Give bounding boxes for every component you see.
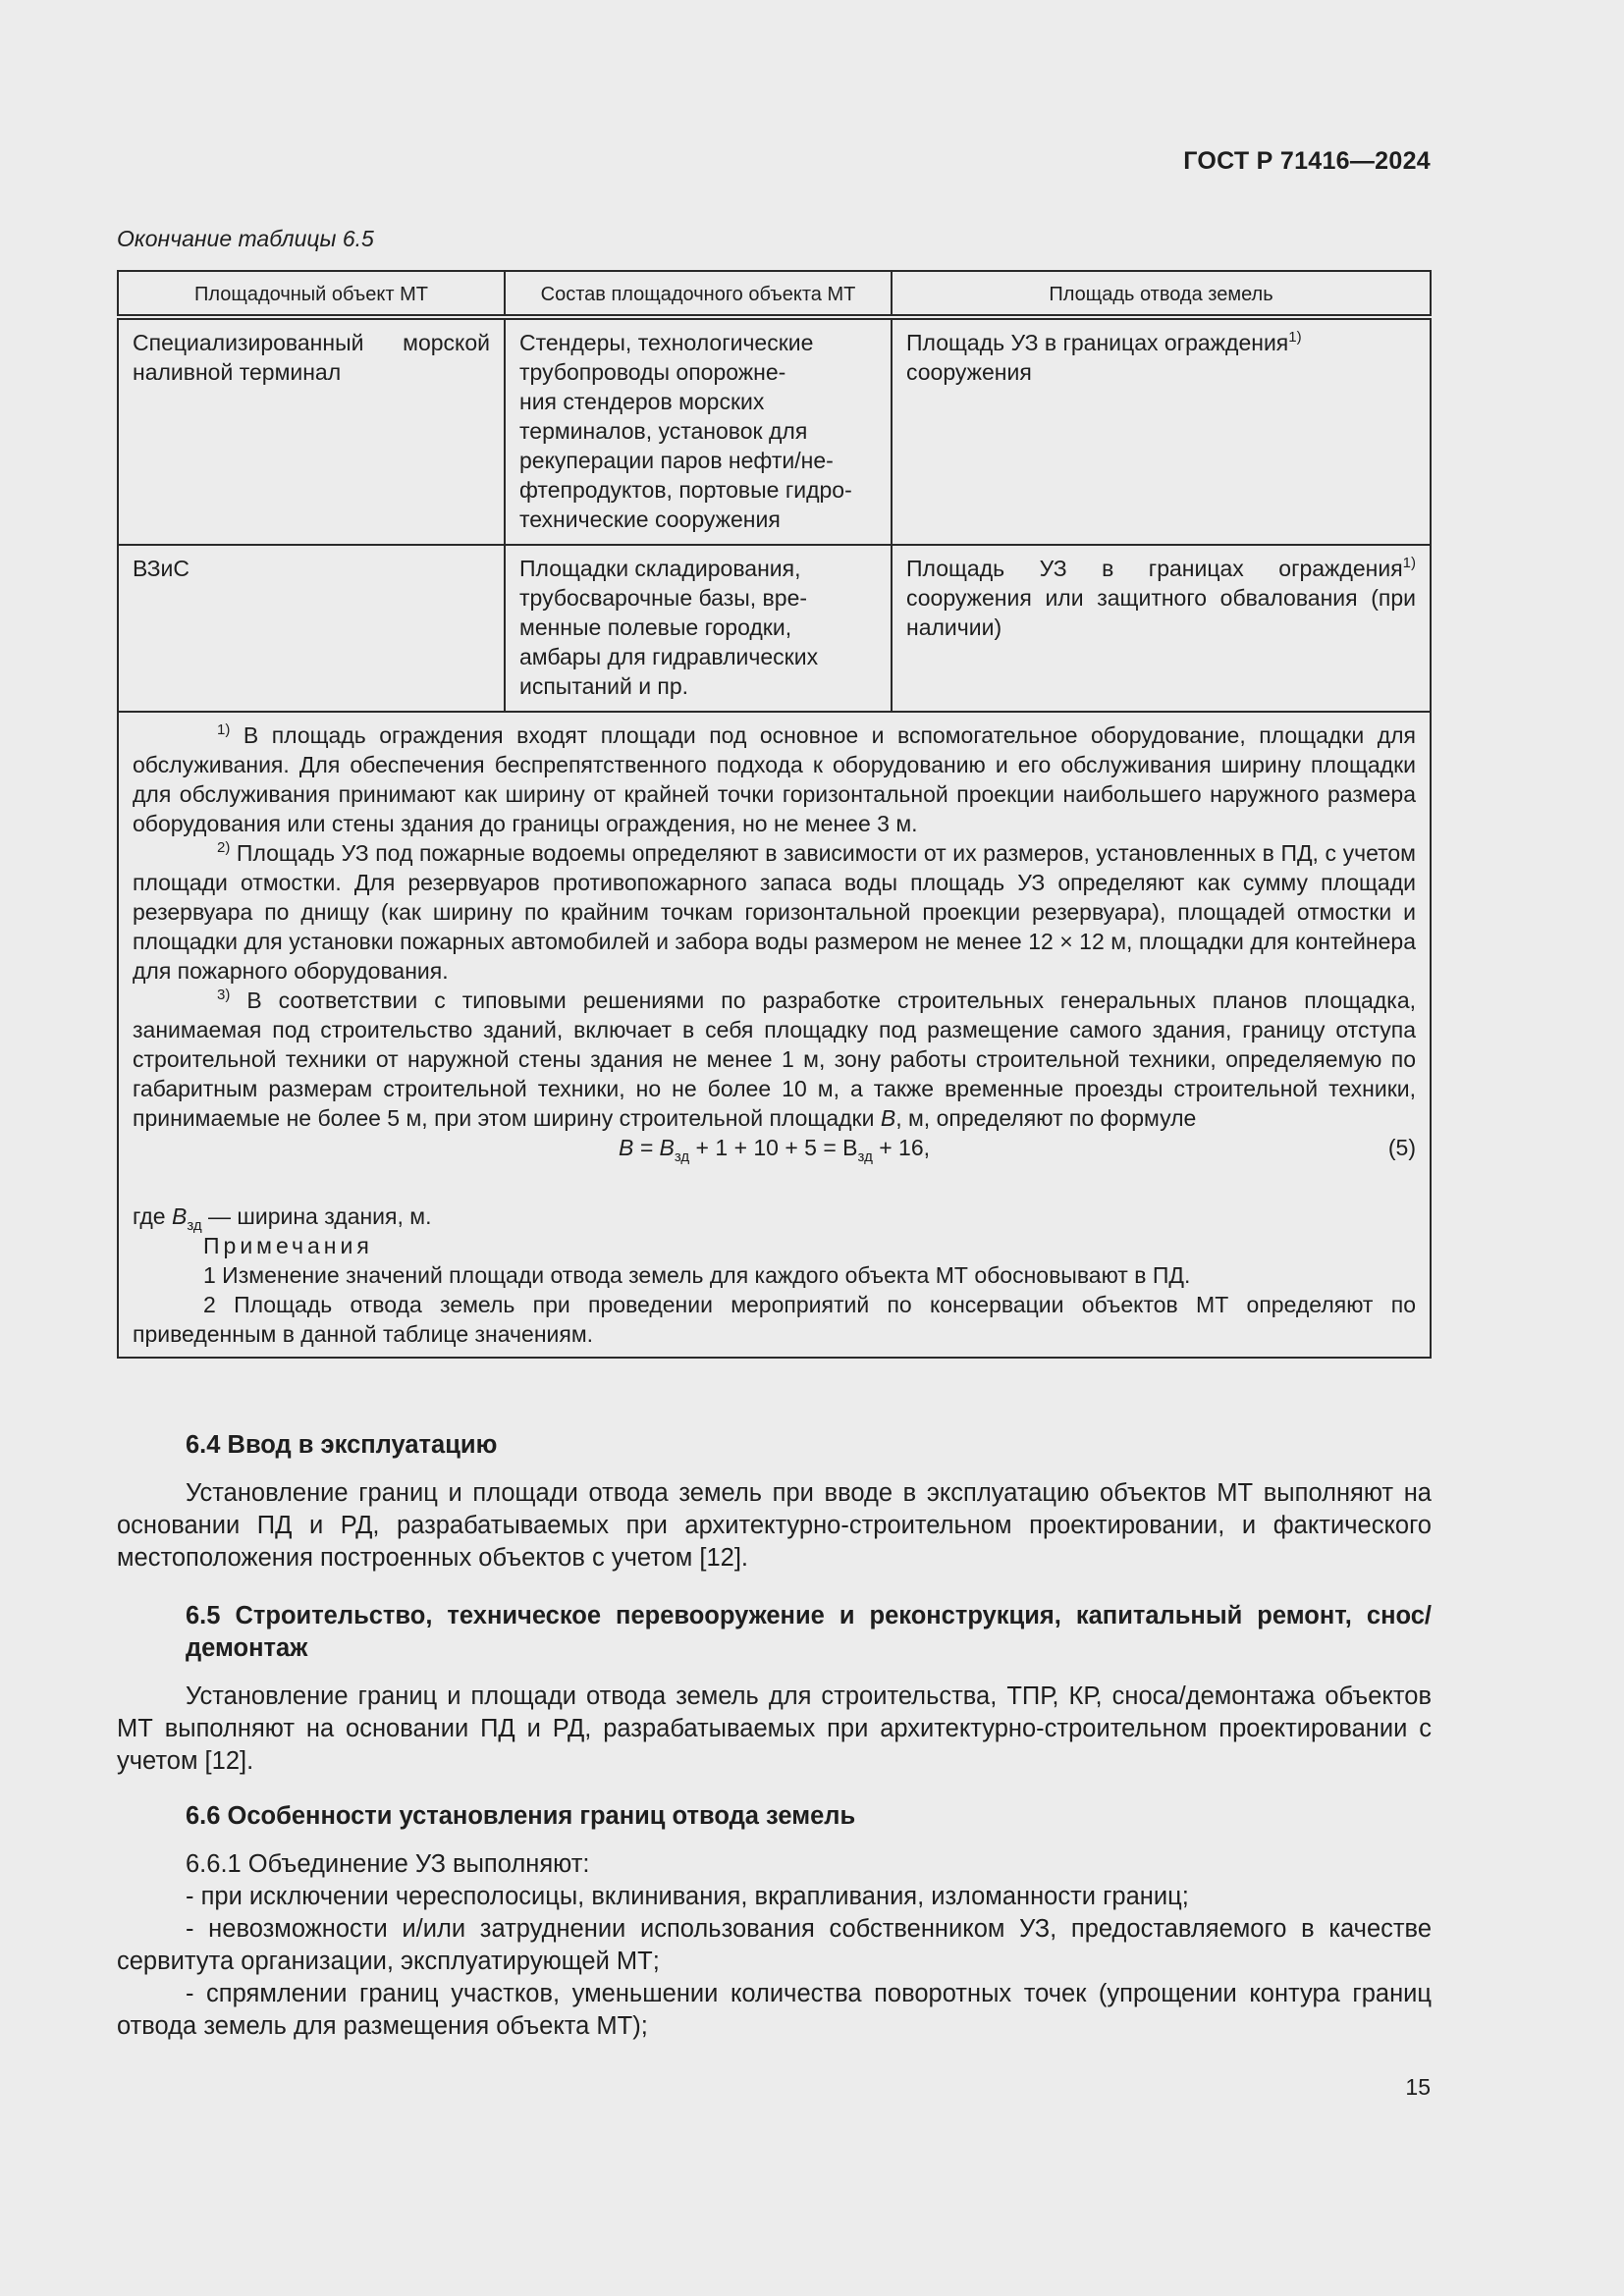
where-prefix: где xyxy=(133,1203,172,1229)
area-cell xyxy=(892,317,1431,545)
table-row xyxy=(118,317,1431,545)
footnote xyxy=(133,838,1416,986)
composition-line: Площадки складирования, xyxy=(519,556,801,581)
formula-variable: В xyxy=(171,1203,188,1229)
table-caption: Окончание таблицы 6.5 xyxy=(117,226,374,251)
area-text: Площадь УЗ в границах ограждения xyxy=(906,556,1403,581)
table-notes-cell xyxy=(118,712,1431,1358)
formula-row xyxy=(133,1133,1416,1166)
section-heading: 6.5 Строительство, техническое перевооружение и реконструкция, капитальный ремонт, снос/демонтаж xyxy=(186,1602,1432,1662)
column-header: Площадь отвода земель xyxy=(892,271,1431,317)
section-heading: 6.4 Ввод в эксплуатацию xyxy=(186,1431,498,1459)
column-header: Площадочный объект МТ xyxy=(118,271,505,317)
paragraph: Установление границ и площади отвода земель для строительства, ТПР, КР, сноса/демонтажа объектов МТ выполняют на основании ПД и РД, разрабатываемых при архитектурно-строительном проектировании с учетом [12]. xyxy=(117,1682,1432,1775)
paragraph: 6.6.1 Объединение УЗ выполняют: xyxy=(186,1850,590,1878)
composition-line: фтепродуктов, портовые гидро- xyxy=(519,477,852,503)
section-6-5 xyxy=(117,1600,1432,1778)
composition-cell xyxy=(505,317,892,545)
footnote xyxy=(133,721,1416,838)
table-header-row xyxy=(118,271,1431,317)
composition-line: ния стендеров морских xyxy=(519,389,765,414)
notes-title: Примечания xyxy=(203,1233,373,1258)
area-text: Площадь УЗ в границах ограждения xyxy=(906,330,1289,355)
area-cell xyxy=(892,545,1431,712)
formula-part: В = В xyxy=(618,1135,675,1160)
table-row xyxy=(118,545,1431,712)
area-text: сооружения xyxy=(906,359,1032,385)
composition-line: терминалов, установок для xyxy=(519,418,808,444)
area-text: сооружения или защитного обвалования (при наличии) xyxy=(906,585,1416,640)
table-container xyxy=(117,270,1432,1359)
composition-line: амбары для гидравлических xyxy=(519,644,819,669)
section-6-4 xyxy=(117,1429,1432,1575)
document-number: ГОСТ Р 71416—2024 xyxy=(1183,147,1431,175)
list-item: - невозможности и/или затруднении использования собственником УЗ, предоставляемого в качестве сервитута организации, эксплуатирующей МТ; xyxy=(117,1915,1432,1975)
footnote-mark: 1) xyxy=(217,721,231,738)
composition-cell xyxy=(505,545,892,712)
where-text: — ширина здания, м. xyxy=(201,1203,432,1229)
composition-line: трубосварочные базы, вре- xyxy=(519,585,808,611)
object-cell: Специализированный морской наливной терминал xyxy=(118,317,505,545)
object-cell: ВЗиС xyxy=(118,545,505,712)
equation-number: (5) xyxy=(1387,1135,1416,1160)
formula xyxy=(133,1133,1416,1165)
composition-line: технические сооружения xyxy=(519,507,781,532)
note-item: 2 Площадь отвода земель при проведении мероприятий по консервации объектов МТ определяют по приведенным в данной таблице значениям. xyxy=(133,1292,1416,1347)
composition-line: Стендеры, технологические xyxy=(519,330,814,355)
column-header: Состав площадочного объекта МТ xyxy=(505,271,892,317)
footnote-text: , м, определяют по формуле xyxy=(895,1105,1197,1131)
footnote-ref: 1) xyxy=(1288,329,1302,346)
page-number: 15 xyxy=(1405,2074,1431,2100)
footnote-text: В соответствии с типовыми решениями по разработке строительных генеральных планов площадка, занимаемая под строительство зданий, включает в себя площадку под размещение самого здания, границу отступа строительной техники от наружной стены здания не менее 1 м, зону работы строительной техники, определяемую по габаритным размерам строительной техники, но не более 10 м, а также временные проезды строительной техники, принимаемые не более 5 м, при этом ширину строительной площадки xyxy=(133,988,1416,1131)
section-heading: 6.6 Особенности установления границ отвода земель xyxy=(186,1802,856,1830)
footnote-text: Площадь УЗ под пожарные водоемы определяют в зависимости от их размеров, установленных в ПД, с учетом площади отмостки. Для резервуаров противопожарного запаса воды площадь УЗ определяют как сумму площади резервуара по днищу (как ширину по крайним точкам горизонтальной проекции резервуара), площадей отмостки и площадки для установки пожарных автомобилей и забора воды размером не менее 12 × 12 м, площадки для контейнера для пожарного оборудования. xyxy=(133,840,1416,984)
formula-subscript: зд xyxy=(187,1217,202,1234)
formula-part: + 1 + 10 + 5 = В xyxy=(689,1135,858,1160)
formula-variable: В xyxy=(880,1105,896,1131)
note-item: 1 Изменение значений площади отвода земель для каждого объекта МТ обосновывают в ПД. xyxy=(203,1262,1191,1288)
composition-line: рекуперации паров нефти/не- xyxy=(519,448,834,473)
data-table xyxy=(117,270,1432,1359)
list-item: - при исключении чересполосицы, вклинивания, вкрапливания, изломанности границ; xyxy=(186,1883,1189,1910)
formula-subscript: зд xyxy=(674,1148,690,1165)
formula-part: + 16, xyxy=(872,1135,931,1160)
formula-explanation xyxy=(133,1201,1416,1234)
footnote-mark: 2) xyxy=(217,839,231,856)
composition-line: испытаний и пр. xyxy=(519,673,689,699)
paragraph: Установление границ и площади отвода земель при вводе в эксплуатацию объектов МТ выполняют на основании ПД и РД, разрабатываемых при архитектурно-строительном проектировании, и фактического местоположения построенных объектов с учетом [12]. xyxy=(117,1479,1432,1572)
table-notes-row xyxy=(118,712,1431,1358)
list-item: - спрямлении границ участков, уменьшении количества поворотных точек (упрощении контура границ отвода земель для размещения объекта МТ); xyxy=(117,1980,1432,2040)
footnote-mark: 3) xyxy=(217,987,231,1003)
footnote-text: В площадь ограждения входят площади под основное и вспомогательное оборудование, площадки для обслуживания. Для обеспечения беспрепятственного подхода к оборудованию и его обслуживания ширину площадки для обслуживания принимают как ширину от крайней точки горизонтальной проекции наибольшего наружного размера оборудования или стены здания до границы ограждения, но не менее 3 м. xyxy=(133,722,1416,836)
formula-subscript: зд xyxy=(857,1148,873,1165)
footnote-ref: 1) xyxy=(1402,555,1416,571)
composition-line: менные полевые городки, xyxy=(519,614,792,640)
footnote xyxy=(133,986,1416,1133)
section-6-6 xyxy=(117,1800,1432,2043)
composition-line: трубопроводы опорожне- xyxy=(519,359,786,385)
